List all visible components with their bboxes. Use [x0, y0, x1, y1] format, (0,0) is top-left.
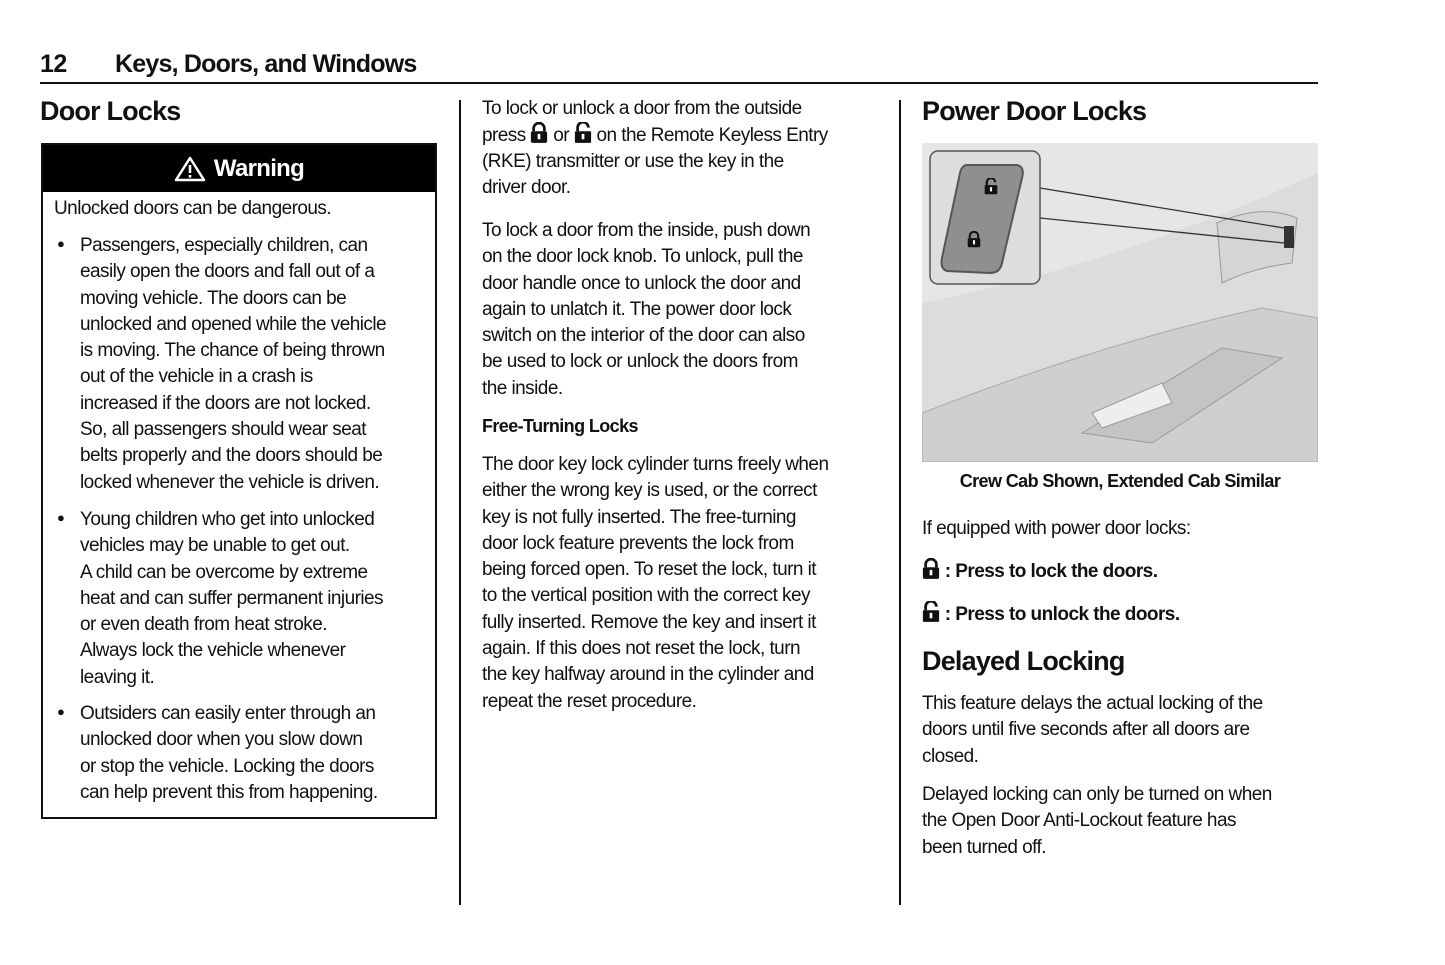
warning-bullet — [80, 233, 386, 496]
text-line: door lock feature prevents the lock from — [482, 532, 794, 554]
bullet-icon: ● — [57, 704, 65, 719]
text-line: out of the vehicle in a crash is — [80, 366, 313, 388]
text-line: belts properly and the doors should be — [80, 445, 383, 467]
text-line: heat and can suffer permanent injuries — [80, 587, 384, 609]
free-turning-paragraph — [482, 452, 828, 715]
delayed-locking-heading: Delayed Locking — [922, 646, 1125, 676]
text-line: on the door lock knob. To unlock, pull the — [482, 246, 803, 268]
text-rest: on the Remote Keyless Entry — [596, 125, 828, 147]
bullet-icon: ● — [57, 236, 65, 251]
text-line: moving vehicle. The doors can be — [80, 287, 347, 309]
lock-instruction — [922, 558, 1157, 584]
text-line: the Open Door Anti-Lockout feature has — [922, 810, 1236, 832]
delayed-locking-paragraph — [922, 691, 1263, 770]
door-panel-illustration — [922, 143, 1318, 462]
warning-title: Warning — [213, 154, 305, 182]
unlock-instruction — [922, 601, 1180, 627]
text-line: switch on the interior of the door can also — [482, 325, 805, 347]
text-line: again to unlatch it. The power door lock — [482, 298, 792, 320]
warning-bullet — [80, 701, 378, 806]
text-line: unlocked and opened while the vehicle — [80, 313, 387, 335]
column-divider — [459, 100, 461, 905]
text-line: Outsiders can easily enter through an — [80, 703, 376, 724]
text-line: closed. — [922, 745, 979, 767]
text-line: the inside. — [482, 377, 563, 399]
text-line: This feature delays the actual locking of the — [922, 693, 1263, 714]
text-line: be used to lock or unlock the doors from — [482, 351, 798, 373]
text-line: A child can be overcome by extreme — [80, 561, 368, 583]
door-locks-heading: Door Locks — [40, 96, 181, 126]
text-line: fully inserted. Remove the key and insert it — [482, 611, 816, 633]
lock-icon — [530, 122, 548, 144]
text-or: or — [553, 125, 569, 147]
text-line: leaving it. — [80, 666, 155, 688]
text-press: press — [482, 125, 526, 147]
column-divider — [899, 100, 901, 905]
text-line: or stop the vehicle. Locking the doors — [80, 755, 374, 777]
text-line: repeat the reset procedure. — [482, 690, 697, 712]
text-line: can help prevent this from happening. — [80, 781, 378, 803]
page-number: 12 — [40, 50, 67, 78]
intro-text: If equipped with power door locks: — [922, 518, 1191, 539]
text-line: easily open the doors and fall out of a — [80, 261, 375, 283]
warning-header — [43, 145, 435, 192]
bullet-icon: ● — [57, 510, 65, 525]
text-line: To lock or unlock a door from the outside — [482, 98, 802, 119]
inside-lock-paragraph — [482, 218, 810, 402]
text-line: doors until five seconds after all doors are — [922, 719, 1250, 741]
lock-icon — [922, 558, 940, 580]
text-line: is moving. The chance of being thrown — [80, 340, 385, 362]
text-line: unlocked door when you slow down — [80, 729, 363, 751]
text-line: driver door. — [482, 176, 571, 198]
unlock-icon — [574, 122, 592, 144]
unlock-instruction-text: : Press to unlock the doors. — [944, 604, 1180, 625]
text-line: again. If this does not reset the lock, turn — [482, 638, 800, 660]
text-line: Delayed locking can only be turned on when — [922, 784, 1272, 805]
lock-instruction-text: : Press to lock the doors. — [944, 561, 1158, 582]
text-line: key is not fully inserted. The free-turning — [482, 506, 796, 528]
text-line: Passengers, especially children, can — [80, 235, 368, 256]
text-line: So, all passengers should wear seat — [80, 419, 366, 441]
text-line: Young children who get into unlocked — [80, 509, 375, 530]
text-line: being forced open. To reset the lock, turn it — [482, 559, 817, 581]
warning-intro — [54, 196, 331, 222]
figure-caption: Crew Cab Shown, Extended Cab Similar — [959, 471, 1281, 491]
power-locks-intro — [922, 516, 1191, 542]
warning-intro-text: Unlocked doors can be dangerous. — [54, 198, 332, 219]
text-line: door handle once to unlock the door and — [482, 272, 801, 294]
text-line: been turned off. — [922, 836, 1046, 858]
delayed-locking-condition — [922, 782, 1272, 861]
free-turning-subheading: Free-Turning Locks — [482, 416, 638, 436]
unlock-icon — [922, 601, 940, 623]
text-line: locked whenever the vehicle is driven. — [80, 471, 380, 493]
text-line: the key halfway around in the cylinder and — [482, 664, 814, 686]
warning-triangle-icon — [174, 156, 206, 182]
section-title: Keys, Doors, and Windows — [115, 50, 417, 78]
warning-bullet — [80, 507, 383, 691]
text-line: to the vertical position with the correct key — [482, 585, 810, 607]
text-line: (RKE) transmitter or use the key in the — [482, 150, 784, 172]
text-line: either the wrong key is used, or the correct — [482, 480, 817, 502]
text-line: increased if the doors are not locked. — [80, 392, 371, 414]
text-line: The door key lock cylinder turns freely when — [482, 454, 829, 475]
text-line: To lock a door from the inside, push down — [482, 220, 811, 241]
text-line: Always lock the vehicle whenever — [80, 640, 346, 662]
text-line: vehicles may be unable to get out. — [80, 535, 350, 557]
power-door-locks-heading: Power Door Locks — [922, 96, 1147, 126]
header-rule — [40, 82, 1318, 84]
outside-lock-paragraph — [482, 96, 828, 201]
text-line: or even death from heat stroke. — [80, 614, 327, 636]
